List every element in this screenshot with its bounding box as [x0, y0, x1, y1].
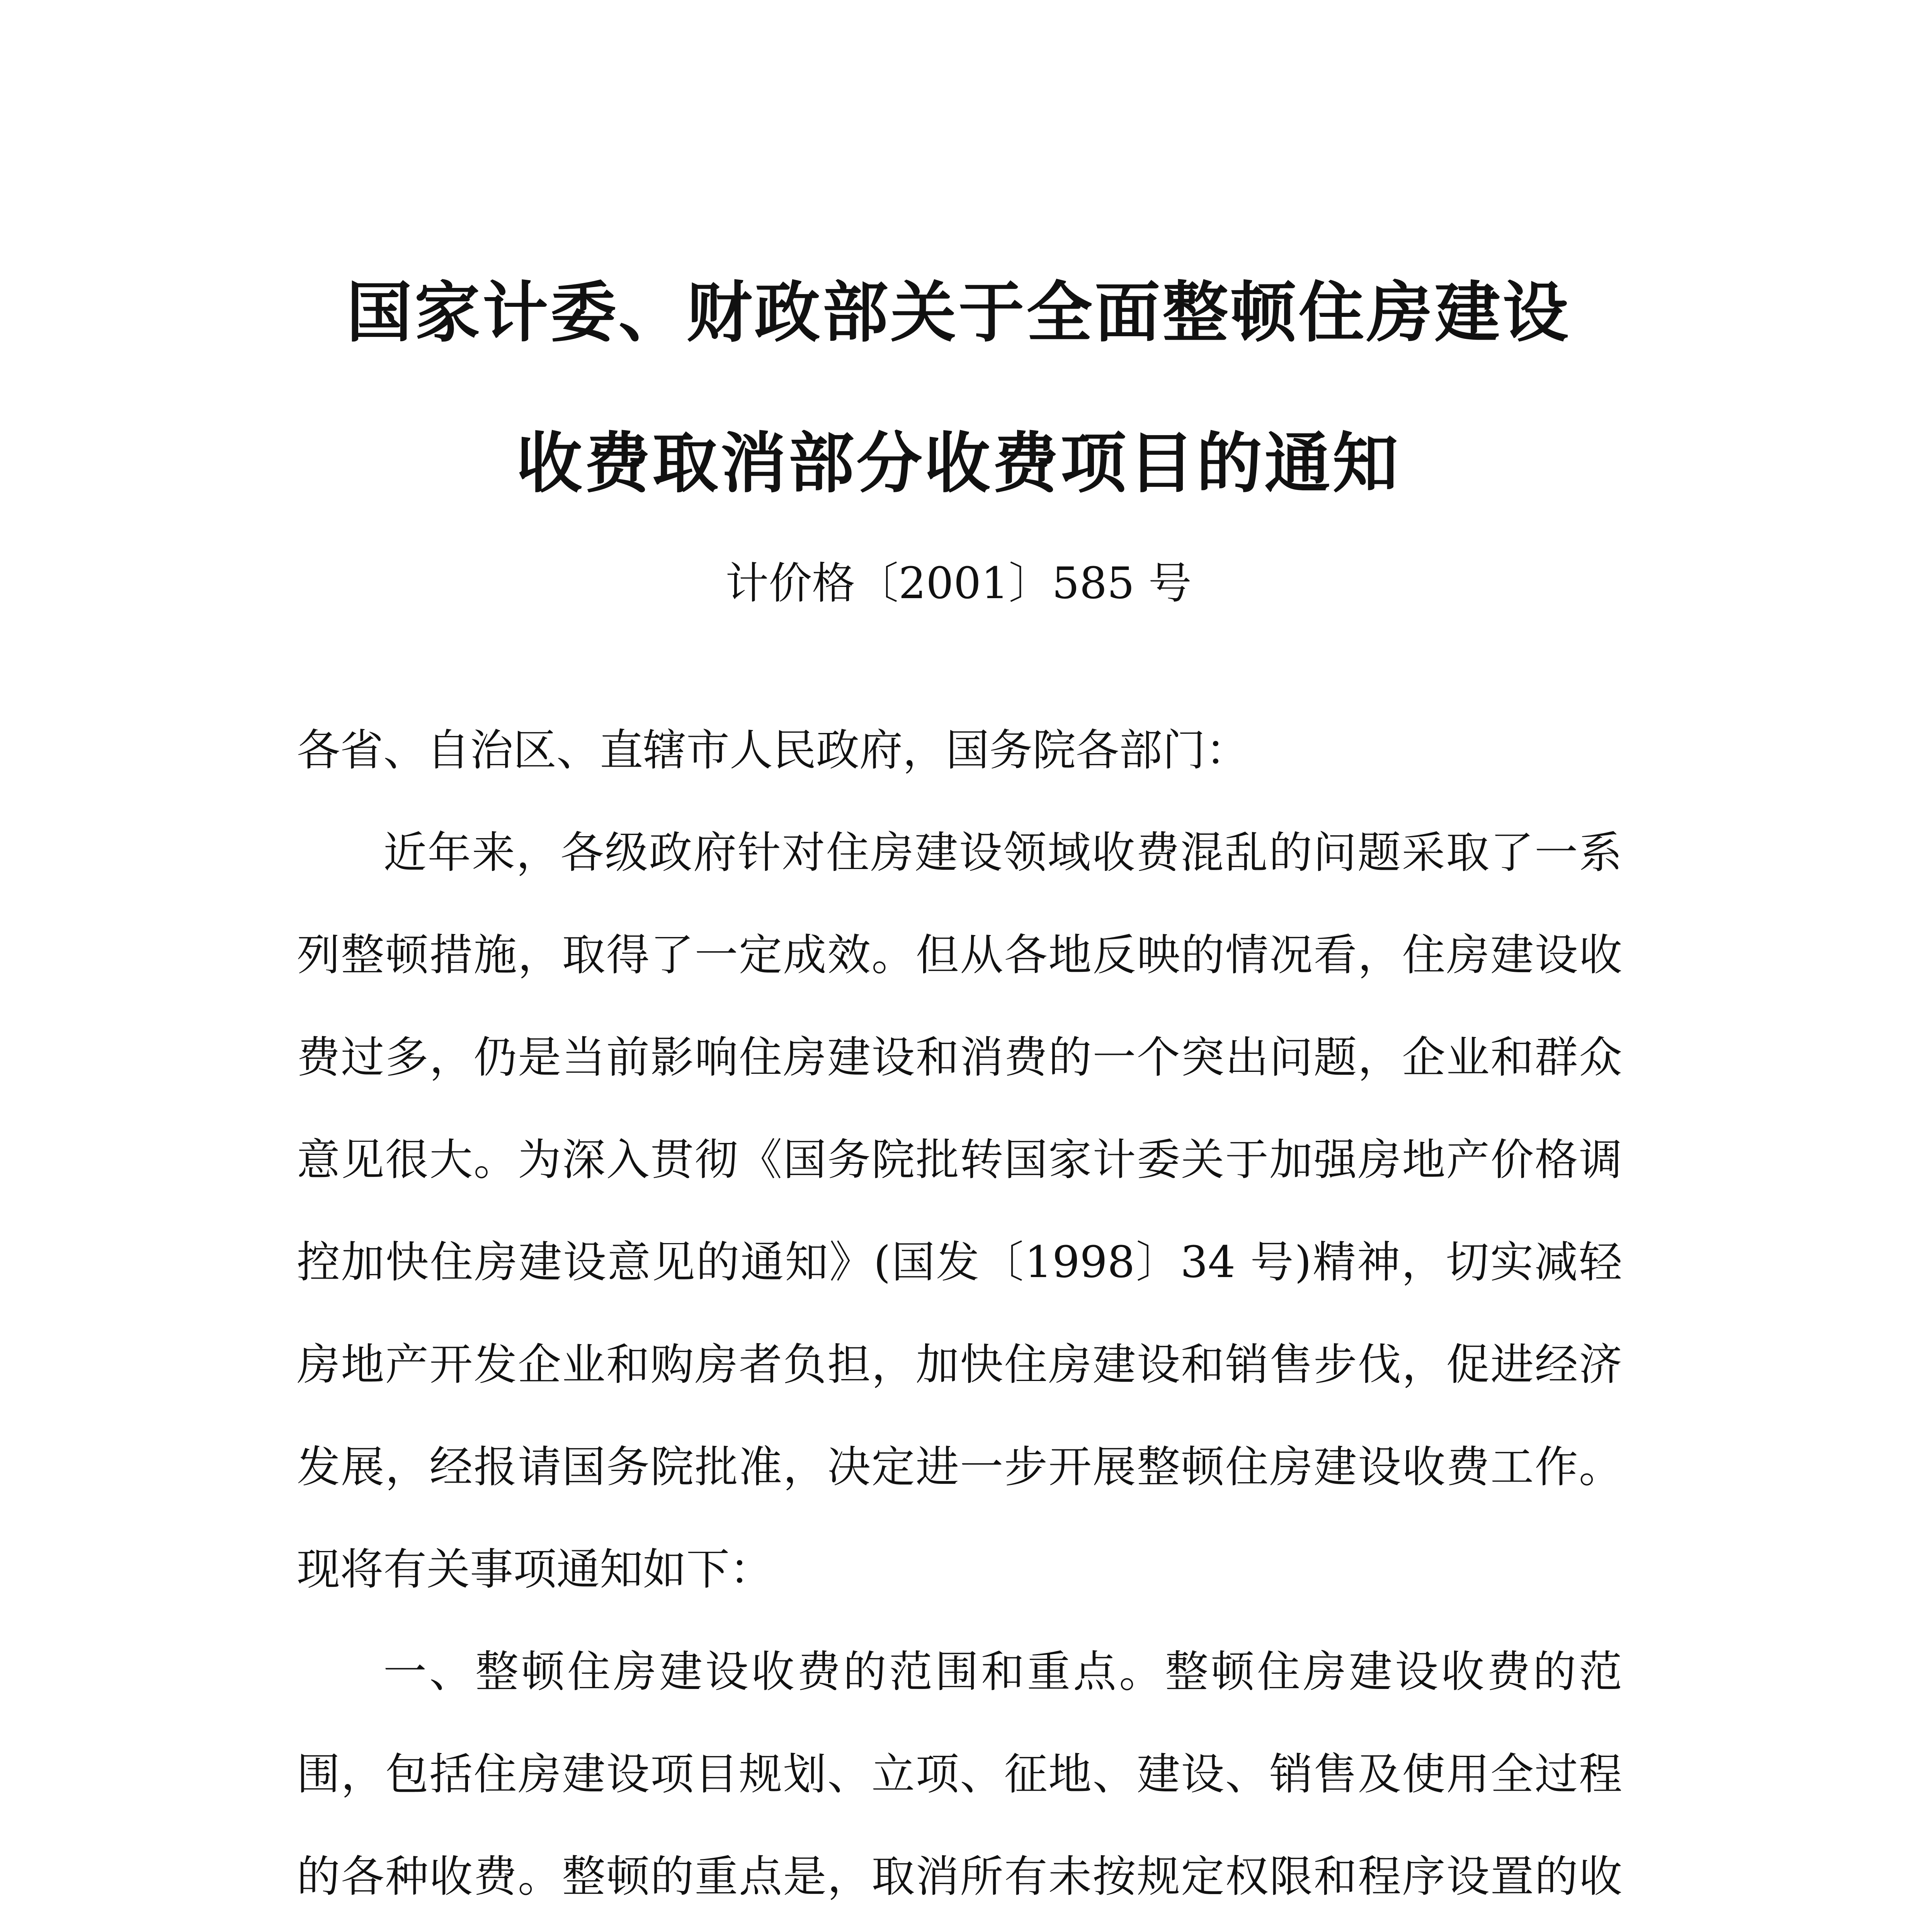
paragraph-section-1: 一、整顿住房建设收费的范围和重点。整顿住房建设收费的范围，包括住房建设项目规划、立项、征地、建设、销售及使用全过程的各种收费。整顿的重点是，取消所有未按规定权限和程序设置的收 — [297, 1647, 1622, 1902]
addressee: 各省、自治区、直辖市人民政府，国务院各部门： — [297, 725, 1249, 776]
document-number: 计价格〔2001〕585 号 — [725, 558, 1192, 609]
document-title-line-1: 国家计委、财政部关于全面整顿住房建设 — [346, 275, 1571, 351]
document-title-line-2: 收费取消部分收费项目的通知 — [516, 425, 1401, 502]
paragraph-intro: 近年来，各级政府针对住房建设领域收费混乱的问题采取了一系列整顿措施，取得了一定成效。但从各地反映的情况看，住房建设收费过多，仍是当前影响住房建设和消费的一个突出问题，企业和群众意见很大。为深入贯彻《国务院批转国家计委关于加强房地产价格调控加快住房建设意见的通知》(国发〔1998〕34 号)精神，切实减轻房地产开发企业和购房者负担，加快住房建设和销售步伐，促进经济发展，经报请国务院批准，决定进一步开展整顿住房建设收费工作。现将有关事项通知如下： — [297, 828, 1622, 1595]
document-body — [297, 699, 1622, 1932]
